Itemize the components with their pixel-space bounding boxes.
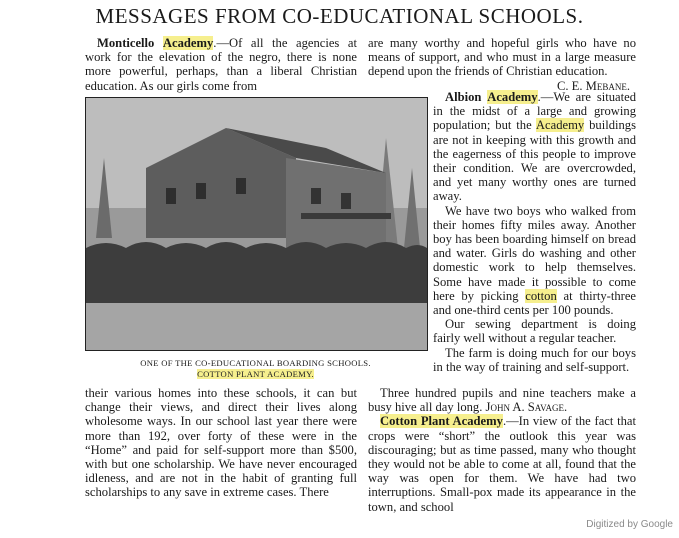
monticello-text: .—Of all the agencies at work for the elevation of the negro, there is none more powerful, perhaps, than a liberal Christian education. As our girls come from (85, 36, 357, 93)
albion-text-4: at thirty-three and one-third cents per 100 pounds. (433, 288, 636, 318)
page-title: MESSAGES FROM CO-EDUCATIONAL SCHOOLS. (95, 4, 584, 28)
school-photo (85, 97, 428, 351)
albion-section (433, 90, 636, 374)
watermark: Digitized by Google (586, 519, 673, 530)
cotton-plant-academy-photo-illustration (86, 98, 427, 350)
photo-caption (85, 358, 426, 380)
col2-top-text: are many worthy and hopeful girls who have no means of support, and who must in a large measure depend upon the friends of Christian education. (368, 36, 636, 79)
albion-farm: The farm is doing much for our boys in the way of training and self-support. (433, 345, 636, 374)
albion-pupils: Three hundred pupils and nine teachers make a busy hive all day long. (368, 386, 636, 415)
cotton-plant-academy-highlight: Cotton Plant Academy (380, 414, 503, 429)
monticello-name: Monticello (97, 36, 155, 50)
caption-line-1: ONE OF THE CO-EDUCATIONAL BOARDING SCHOOLS. (140, 358, 371, 368)
albion-text-1: .—We are situated in the midst of a large and growing population; but the (433, 90, 636, 133)
savage-signature: John A. Savage. (485, 400, 568, 415)
albion-name: Albion (445, 90, 482, 104)
mebane-signature: C. E. Mebane. (556, 78, 630, 93)
col1-bottom-section (85, 386, 357, 500)
col1-bottom-text: their various homes into these schools, it can but change their views, and direct their lives along wholesome ways. In our school last year there were more than 192, over forty of these were in the “Home” and paid for self-support more than $500, with but one scholarship. We have never encouraged idleness, and are not in the habit of granting full scholarships to any save in extreme cases. There (85, 386, 357, 500)
albion-sewing: Our sewing department is doing fairly well without a regular teacher. (433, 317, 636, 346)
albion-text-2: buildings are not in keeping with this growth and the eagerness of this people to improve their condition. We are overcrowded, and yet many worthy ones are turned away. (433, 118, 636, 204)
cotton-highlight: cotton (525, 288, 557, 303)
albion-academy-highlight: Academy (487, 90, 538, 104)
academy-highlight: Academy (162, 36, 214, 50)
cotton-plant-text: .—In view of the fact that crops were “short” the outlook this year was discouraging; but as time passed, many who thought they would not be able to come at all, found that the way was open for them. We have had two interruptions. Small-pox made its appearance in the town, and school (368, 414, 637, 514)
col2-top-section (368, 36, 636, 93)
albion-text-3: We have two boys who walked from their homes fifty miles away. Another boy has been boarding himself on bread and water. Girls do washing and other domestic work to help themselves. Some have made it possible to come here by picking (433, 203, 636, 303)
academy-buildings-highlight: Academy (535, 118, 585, 133)
monticello-section (85, 36, 357, 93)
col2-bottom-section (368, 386, 636, 514)
caption-line-2: COTTON PLANT ACADEMY. (197, 369, 314, 379)
